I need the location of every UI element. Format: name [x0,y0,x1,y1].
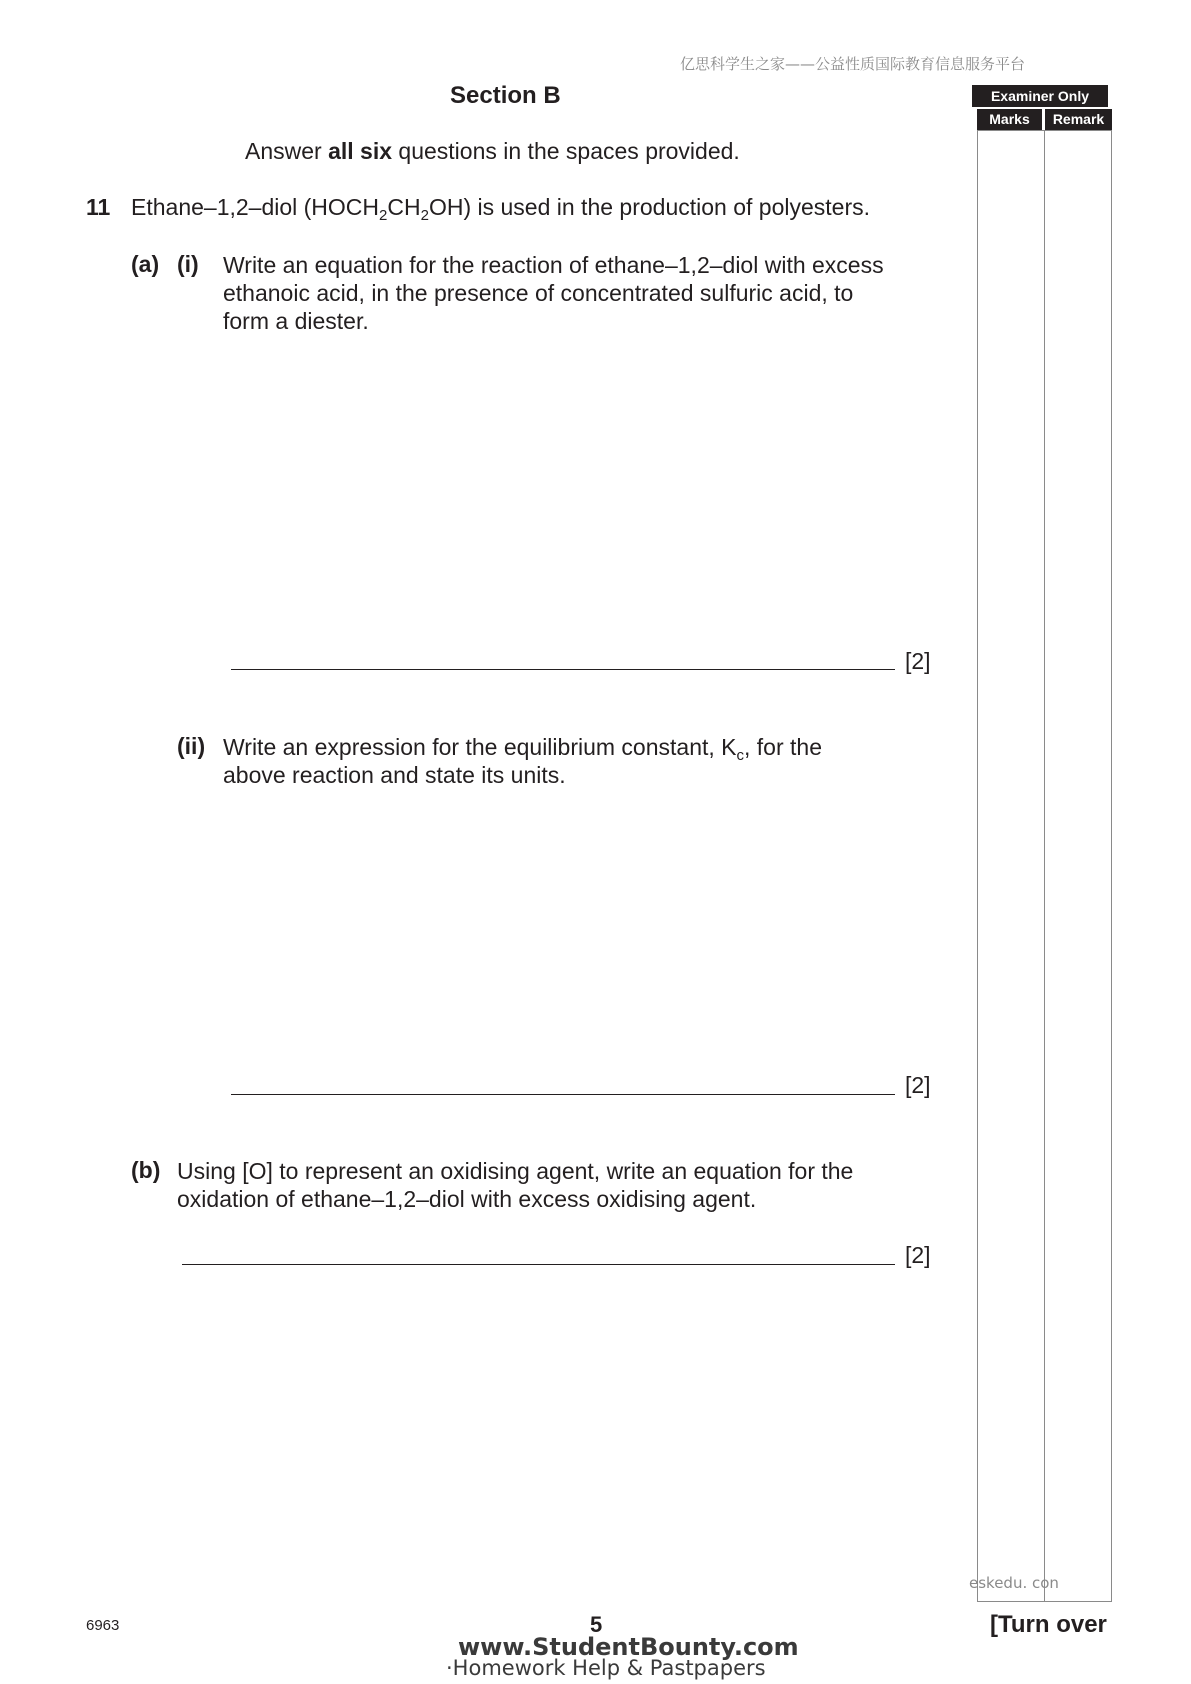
sub-i-line-1: Write an equation for the reaction of ethane–1,2–diol with excess [223,252,884,278]
stem-sub-2: 2 [420,207,429,224]
marks-a-i: [2] [905,648,931,674]
marks-column-header: Marks [977,109,1042,130]
part-b-line-2: oxidation of ethane–1,2–diol with excess oxidising agent. [177,1186,757,1212]
part-b-line-1: Using [O] to represent an oxidising agent, write an equation for the [177,1158,854,1184]
logo-tagline: ·Homework Help & Pastpapers [446,1656,766,1680]
part-b-text [177,1157,853,1213]
turn-over-label: [Turn over [990,1611,1107,1638]
sub-ii-line-1b: , for the [744,734,822,760]
marks-a-ii: [2] [905,1072,931,1098]
sub-i-text [223,251,884,335]
studentbounty-logo [446,1633,799,1680]
sub-i-line-2: ethanoic acid, in the presence of concentrated sulfuric acid, to [223,280,854,306]
sub-ii-line-2: above reaction and state its units. [223,762,566,788]
question-stem [131,194,871,224]
instruction-before: Answer [245,138,329,164]
sub-i-line-3: form a diester. [223,308,369,334]
marks-column[interactable] [977,130,1045,1602]
stem-text-2: CH [387,194,421,220]
marks-b: [2] [905,1242,931,1268]
answer-line-b[interactable] [182,1264,895,1265]
remark-column-header: Remark [1045,109,1112,130]
stem-text-3: OH) is used in the production of polyesters. [428,194,871,220]
logo-url: www.StudentBounty.com [458,1633,799,1661]
instruction-after: questions in the spaces provided. [392,138,740,164]
part-a-label: (a) [131,251,160,277]
section-title: Section B [450,82,561,109]
bottom-watermark: eskedu. con [969,1574,1059,1592]
answer-line-a-ii[interactable] [231,1094,895,1095]
page-number: 5 [590,1612,603,1637]
sub-ii-text [223,733,822,789]
stem-sub-1: 2 [379,207,388,224]
paper-code: 6963 [86,1617,120,1634]
sub-ii-line-1 [223,733,822,764]
sub-i-label: (i) [177,251,199,277]
instruction-bold: all six [328,138,393,164]
kc-subscript: c [736,747,744,764]
instruction [245,138,740,165]
part-b-label: (b) [131,1157,161,1183]
examiner-only-header: Examiner Only [972,85,1108,107]
answer-line-a-i[interactable] [231,669,895,670]
sub-ii-label: (ii) [177,733,206,759]
question-number: 11 [86,194,111,220]
top-watermark: 亿思科学生之家——公益性质国际教育信息服务平台 [680,55,1026,73]
sub-ii-line-1a: Write an expression for the equilibrium constant, K [223,734,737,760]
stem-text-1: Ethane–1,2–diol (HOCH [131,194,380,220]
remark-column[interactable] [1044,130,1112,1602]
